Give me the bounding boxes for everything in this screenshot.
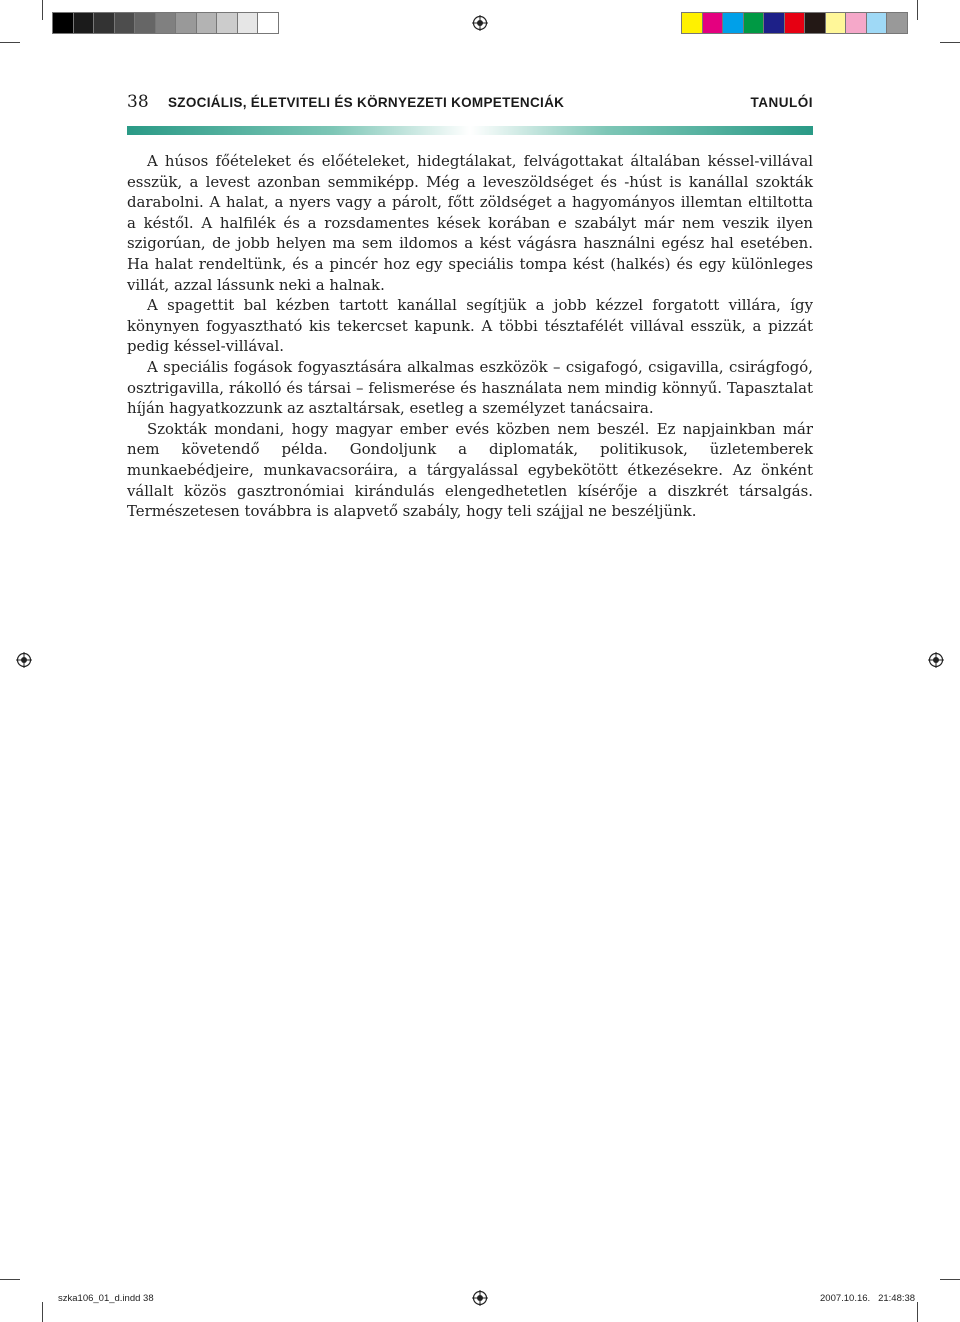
color-swatch [743, 12, 765, 34]
color-swatch [886, 12, 908, 34]
grayscale-color-bar [52, 12, 278, 34]
color-swatch [702, 12, 724, 34]
registration-mark-icon [472, 1290, 488, 1306]
paragraph: A spagettit bal kézben tartott kanállal segítjük a jobb kézzel forgatott villára, így könynyen fogyasztható kis tekercset kapunk. A többi tésztafélét villával esszük, a pizzát pedig késsel-villával. [127, 296, 813, 356]
color-swatch [155, 12, 177, 34]
footer-file-info: szka106_01_d.indd 38 [58, 1293, 154, 1304]
crop-mark [940, 42, 960, 43]
footer-timestamp: 2007.10.16. 21:48:38 [820, 1293, 916, 1304]
audience-tag: TANULÓI [750, 95, 813, 110]
crop-mark [0, 42, 20, 43]
color-swatch [722, 12, 744, 34]
color-swatch [257, 12, 279, 34]
paragraph: A speciális fogások fogyasztására alkalmas eszközök – csigafogó, csigavilla, csirágfogó, osztrigavilla, rákolló és társai – felismerése és használata nem mindig könnyű. Tapasztalat híján hagyatkozzunk az asztaltársak, esetleg a személyzet tanácsaira. [127, 357, 813, 418]
section-title: SZOCIÁLIS, ÉLETVITELI ÉS KÖRNYEZETI KOMPETENCIÁK [168, 95, 565, 110]
color-swatch [93, 12, 115, 34]
registration-mark-icon [928, 652, 944, 668]
process-color-bar [681, 12, 907, 34]
color-swatch [73, 12, 95, 34]
paragraph: Szokták mondani, hogy magyar ember evés közben nem beszél. Ez napjainkban már nem követendő példa. Gondoljunk a diplomaták, politikusok, üzletemberek munkaebédjeire, munkavacsoráira, a tárgyalással egybekötött étkezésekre. Az önként vállalt közös gasztronómiai kirándulás elengedhetetlen kísérője a diszkrét társalgás. Természetesen továbbra is alapvető szabály, hogy teli szájjal ne beszéljünk. [127, 419, 813, 521]
color-swatch [804, 12, 826, 34]
color-swatch [784, 12, 806, 34]
color-swatch [52, 12, 74, 34]
color-swatch [845, 12, 867, 34]
color-swatch [175, 12, 197, 34]
color-swatch [237, 12, 259, 34]
registration-mark-icon [16, 652, 32, 668]
crop-mark [0, 1279, 20, 1280]
color-swatch [114, 12, 136, 34]
registration-mark-icon [472, 15, 488, 31]
color-swatch [763, 12, 785, 34]
crop-mark [917, 1302, 918, 1322]
crop-mark [42, 0, 43, 20]
color-swatch [216, 12, 238, 34]
color-swatch [196, 12, 218, 34]
crop-mark [940, 1279, 960, 1280]
crop-mark [917, 0, 918, 20]
color-swatch [134, 12, 156, 34]
color-swatch [825, 12, 847, 34]
header-divider [127, 126, 813, 135]
page-number: 38 [127, 92, 149, 112]
page-header [127, 92, 813, 116]
crop-mark [42, 1302, 43, 1322]
body-text [127, 151, 813, 522]
color-swatch [866, 12, 888, 34]
paragraph: A húsos főételeket és előételeket, hidegtálakat, felvágottakat általában késsel-villával esszük, a levest azonban semmiképp. Még a leveszöldséget és -húst is kanállal szokták darabolni. A halat, a nyers vagy a párolt, főtt zöldséget a hagyományos illemtan eltiltotta a késtől. A halfilék és a rozsdamentes kések korában e szabályt már nem veszik ilyen szigorúan, de jobb helyen ma sem ildomos a kést vágásra használni egész hal esetében. Ha halat rendeltünk, és a pincér hoz egy speciális tompa kést (halkés) és egy különleges villát, azzal lássunk neki a halnak. [127, 152, 813, 294]
color-swatch [681, 12, 703, 34]
